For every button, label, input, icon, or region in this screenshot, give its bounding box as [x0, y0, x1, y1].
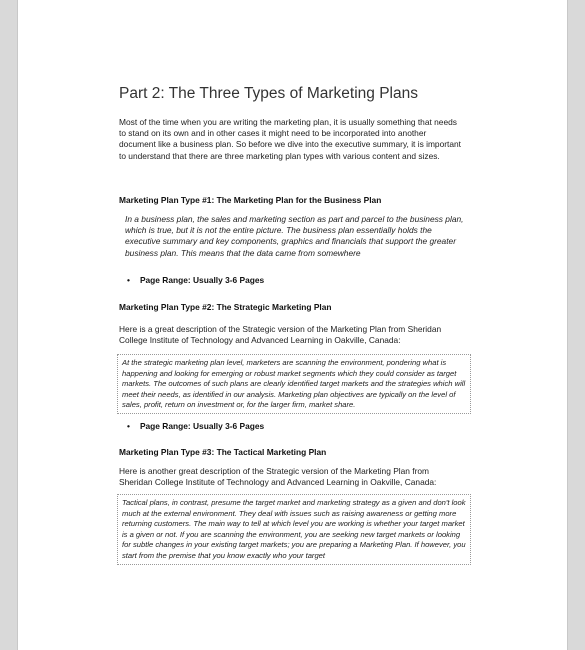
type1-bullet: [127, 275, 264, 285]
type3-quote: Tactical plans, in contrast, presume the target market and marketing strategy as a given and don't look much at the external environment. They deal with issues such as raising awareness or getting more returning customers. The main way to tell at which level you are working is whether your target market is a given or not. If you are scanning the environment, you are seeking new target markets or looking for subtle changes in your existing target markets; you are preparing a Marketing Plan. If however, you start from the premise that you know exactly who your target: [122, 498, 466, 560]
type3-quote-box: [117, 494, 471, 565]
type3-intro: Here is another great description of the Strategic version of the Marketing Plan from Sheridan College Institute of Technology and Advanced Learning in Oakville, Canada:: [119, 466, 437, 488]
type2-quote-box: [117, 354, 471, 414]
type2-heading: Marketing Plan Type #2: The Strategic Marketing Plan: [119, 302, 332, 312]
bullet-icon: •: [127, 275, 130, 285]
type1-heading: Marketing Plan Type #1: The Marketing Plan for the Business Plan: [119, 195, 382, 205]
page-title: Part 2: The Three Types of Marketing Plans: [119, 85, 418, 102]
type2-bullet-text: Page Range: Usually 3-6 Pages: [139, 421, 265, 431]
type1-bullet-text: Page Range: Usually 3-6 Pages: [139, 275, 265, 285]
type3-heading: Marketing Plan Type #3: The Tactical Marketing Plan: [119, 447, 327, 457]
type1-quote: In a business plan, the sales and marketing section as part and parcel to the business plan, which is true, but it is not the entire picture. The business plan essentially holds the executive summary and key components, graphics and financials that support the greater business plan. This means that the data came from somewhere: [125, 214, 464, 258]
type2-quote: At the strategic marketing plan level, marketers are scanning the environment, pondering what is happening and looking for emerging or robust market segments which they could consider as target markets. The outcomes of such plans are clearly identified target markets and the strategies which will meet their needs, as identified in our analysis. Marketing plan objectives are typically on the level of sales, profit, return on investment or, for the larger firm, market share.: [122, 358, 466, 410]
type2-bullet: [127, 421, 264, 431]
bullet-icon: •: [127, 421, 130, 431]
document-page: [18, 0, 567, 650]
type2-intro: Here is a great description of the Strategic version of the Marketing Plan from Sheridan College Institute of Technology and Advanced Learning in Oakville, Canada:: [119, 324, 442, 346]
intro-paragraph: Most of the time when you are writing the marketing plan, it is usually something that needs to stand on its own and in other cases it might need to be incorporated into another document like a business plan. So before we dive into the executive summary, it is important to understand that there are three marketing plan types with various content and sizes.: [119, 117, 461, 161]
